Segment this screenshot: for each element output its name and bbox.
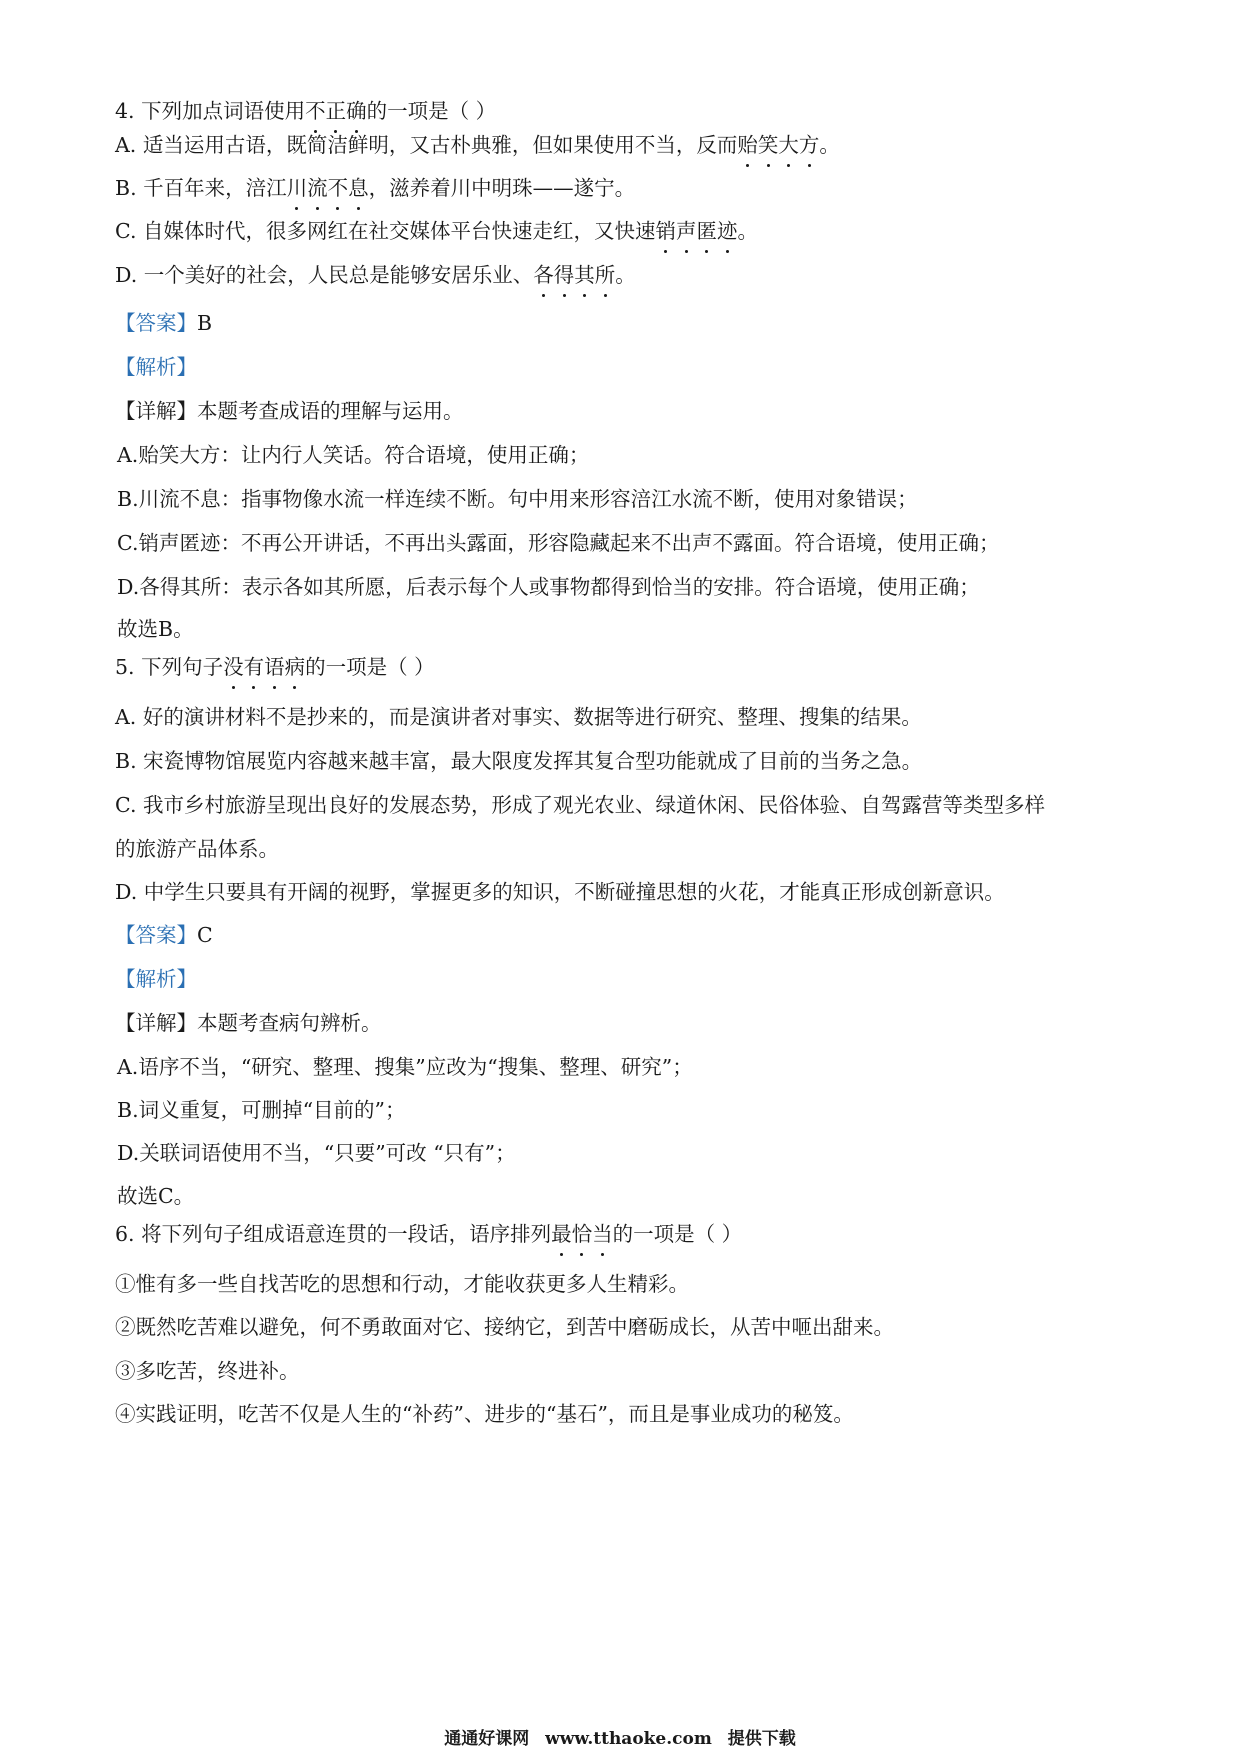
q5-option-a: A. 好的演讲材料不是抄来的，而是演讲者对事实、数据等进行研究、整理、搜集的结果。 xyxy=(115,705,922,729)
footer-note: 提供下载 xyxy=(727,1729,796,1749)
q4-option-c: C. 自媒体时代，很多网红在社交媒体平台快速走红，又快速销声匿迹。 xyxy=(115,216,758,246)
q5-option-c-cont: 的旅游产品体系。 xyxy=(115,837,279,861)
q5-answer: 【答案】C xyxy=(115,923,213,947)
q5-option-b: B. 宋瓷博物馆展览内容越来越丰富，最大限度发挥其复合型功能就成了目前的当务之急。 xyxy=(115,749,923,773)
q4-option-b: B. 千百年来，涪江川流不息，滋养着川中明珠——遂宁。 xyxy=(115,173,635,203)
q4-analysis-line: C.销声匿迹：不再公开讲话，不再出头露面，形容隐藏起来不出声不露面。符合语境，使用正确； xyxy=(117,531,1000,555)
q5-analysis-line: A.语序不当，“研究、整理、搜集”应改为“搜集、整理、研究”； xyxy=(117,1055,693,1079)
q6-item: ③多吃苦，终进补。 xyxy=(115,1359,300,1383)
q4-detail: 【详解】本题考查成语的理解与运用。 xyxy=(115,399,464,423)
q4-option-a: A. 适当运用古语，既简洁鲜明，又古朴典雅，但如果使用不当，反而贻笑大方。 xyxy=(115,130,840,160)
q5-stem: 5. 下列句子没有语病的一项是（ ） xyxy=(115,652,435,682)
q5-detail: 【详解】本题考查病句辨析。 xyxy=(115,1011,382,1035)
q6-item: ①惟有多一些自找苦吃的思想和行动，才能收获更多人生精彩。 xyxy=(115,1272,689,1296)
q4-stem: 4. 下列加点词语使用不正确的一项是（ ） xyxy=(115,96,496,126)
answer-tag: 【答案】 xyxy=(115,311,197,335)
q4-analysis-tag: 【解析】 xyxy=(115,355,197,379)
q5-conclusion: 故选C。 xyxy=(117,1184,195,1208)
q6-stem: 6. 将下列句子组成语意连贯的一段话，语序排列最恰当的一项是（ ） xyxy=(115,1219,742,1249)
q6-item: ④实践证明，吃苦不仅是人生的“补药”、进步的“基石”，而且是事业成功的秘笈。 xyxy=(115,1402,854,1426)
q4-conclusion: 故选B。 xyxy=(117,617,194,641)
q4-option-d: D. 一个美好的社会，人民总是能够安居乐业、各得其所。 xyxy=(115,260,636,290)
q6-item: ②既然吃苦难以避免，何不勇敢面对它、接纳它，到苦中磨砺成长，从苦中咂出甜来。 xyxy=(115,1315,894,1339)
q5-option-d: D. 中学生只要具有开阔的视野，掌握更多的知识，不断碰撞思想的火花，才能真正形成创新意识。 xyxy=(115,880,1005,904)
q5-option-c: C. 我市乡村旅游呈现出良好的发展态势，形成了观光农业、绿道休闲、民俗体验、自驾露营等类型多样 xyxy=(115,793,1045,817)
q4-analysis-line: D.各得其所：表示各如其所愿，后表示每个人或事物都得到恰当的安排。符合语境，使用正确； xyxy=(117,575,980,599)
answer-tag: 【答案】 xyxy=(115,923,197,947)
footer-site: 通通好课网 xyxy=(444,1729,530,1749)
q4-analysis-line: A.贻笑大方：让内行人笑话。符合语境，使用正确； xyxy=(117,443,590,467)
footer-url[interactable]: www.tthaoke.com xyxy=(545,1729,712,1749)
q4-analysis-line: B.川流不息：指事物像水流一样连续不断。句中用来形容涪江水流不断，使用对象错误； xyxy=(117,487,918,511)
page-footer xyxy=(0,1728,1240,1750)
q5-analysis-tag: 【解析】 xyxy=(115,967,197,991)
q4-answer: 【答案】B xyxy=(115,311,213,335)
q5-analysis-line: D.关联词语使用不当，“只要”可改 “只有”； xyxy=(117,1141,516,1165)
q5-analysis-line: B.词义重复，可删掉“目前的”； xyxy=(117,1098,406,1122)
